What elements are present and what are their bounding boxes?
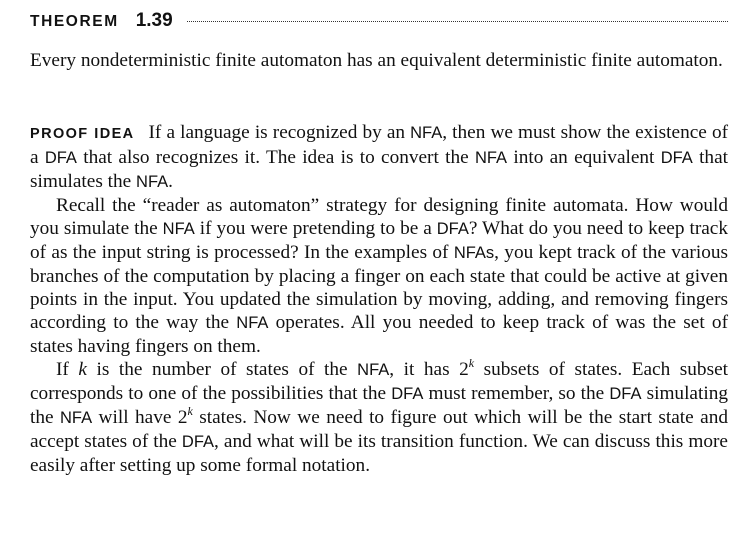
dfa-term: DFA [181,433,215,451]
text-run: is the number of states of the [86,359,358,380]
power-base: 2 [459,359,469,380]
power-exponent-k: k [468,356,475,370]
dotted-rule [187,21,728,22]
theorem-label: THEOREM [30,13,119,30]
nfa-term: NFA [136,173,169,191]
text-run: simulating the [30,383,728,428]
nfa-term: NFA [357,361,390,379]
power-base: 2 [177,407,188,428]
text-run: will have [92,407,178,428]
nfa-term: NFA [410,124,443,142]
text-run: into an equivalent [507,147,661,168]
text-run: subsets of states. Each subset corresponds to one of the possibilities that the [30,359,728,404]
dfa-term: DFA [44,149,77,167]
dfa-term: DFA [660,149,693,167]
text-run: Recall the “reader as automaton” strategy for designing finite automata. How would you simulate the [30,195,728,239]
proof-idea-label: PROOF IDEA [30,126,135,142]
dfa-term: DFA [436,220,469,238]
text-run: that also recognizes it. The idea is to convert the [76,147,475,168]
dfa-term: DFA [391,385,424,403]
nfas-term: NFAs [453,244,495,262]
text-run: , you kept track of the various branches of the computation by placing a finger on each state that could be active at given points in the input. You updated the simulation by moving, adding, and removing fingers according to the way the [30,242,728,333]
text-run: , it has [389,359,460,380]
nfa-term: NFA [162,220,195,238]
nfa-term: NFA [60,409,93,427]
text-run: operates. All you needed to keep track of was the set of states having fingers on them. [30,312,728,357]
dfa-term: DFA [609,385,642,403]
text-run: , then we must show the existence of a [30,122,728,168]
text-run: must remember, so the [423,383,610,404]
proof-idea-section [30,121,728,477]
proof-paragraph-2 [30,194,728,358]
proof-paragraph-3 [30,358,728,477]
theorem-heading [30,10,728,36]
nfa-term: NFA [236,314,269,332]
text-run: if you were pretending to be a [194,218,437,239]
text-run: states. Now we need to figure out which will be the start state and accept states of the [30,407,728,452]
text-run: . [168,171,173,192]
textbook-page [30,10,728,477]
power-exponent-k: k [187,404,193,418]
proof-paragraph-1 [30,121,728,194]
text-run: that simulates the [30,147,728,192]
theorem-statement: Every nondeterministic finite automaton has an equivalent deterministic finite automaton. [30,50,723,71]
text-run: ? What do you need to keep track of as the input string is processed? In the examples of [30,218,728,263]
text-run: If a language is recognized by an [148,122,411,143]
nfa-term: NFA [474,149,508,167]
text-run: If [56,359,79,380]
variable-k: k [78,359,87,380]
theorem-number: 1.39 [135,10,173,31]
text-run: , and what will be its transition function. We can discuss this more easily after setting up some formal notation. [30,431,728,476]
